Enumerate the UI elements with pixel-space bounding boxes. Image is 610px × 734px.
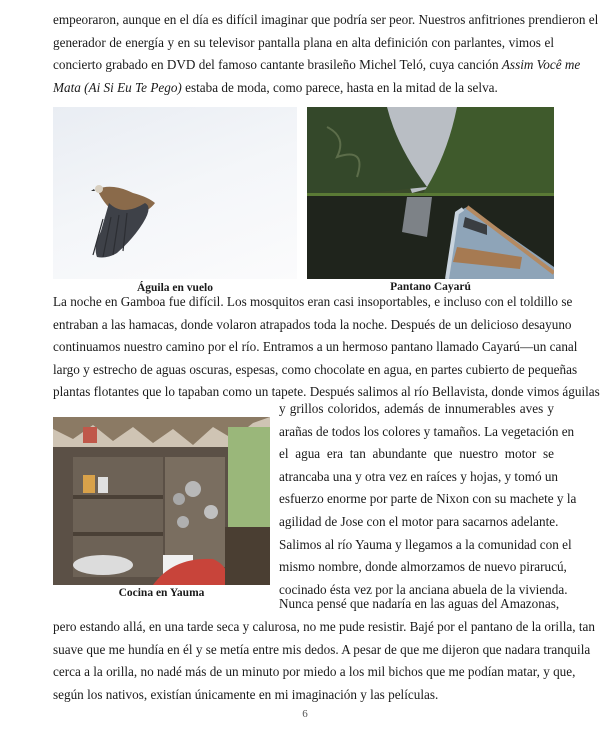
text-segment: estaba de moda, como parece, hasta en la mitad de la selva. — [181, 79, 498, 95]
text-line: suave que me hundía en él y se metía entre mis dedos. A pesar de que me dijeron que nadara tranquila — [53, 641, 591, 657]
text-line: Salimos al río Yauma y llegamos a la comunidad con el — [279, 536, 572, 552]
figure-caption: Pantano Cayarú — [390, 281, 471, 293]
text-line: esfuerzo enorme por parte de Nixon con su machete y la — [279, 491, 577, 507]
text-line: pero estando allá, en una tarde seca y calurosa, no me pude resistir. Bajé por el pantano de la orilla, tan — [53, 619, 595, 634]
song-title: Mata (Ai Si Eu Te Pego) — [53, 79, 182, 95]
text-line: largo y estrecho de aguas oscuras, espesas, como chocolate en agua, en partes cubierto de pequeñas — [53, 361, 578, 377]
text-line: cerca a la orilla, no nadé más de un minuto por miedo a los mil bichos que me podían matar, y que, — [53, 664, 576, 680]
figure-caption: Cocina en Yauma — [118, 587, 205, 599]
text-line — [53, 77, 554, 100]
text-line: según los nativos, existían únicamente en mi imaginación y las películas. — [53, 686, 439, 702]
paragraph-gamboa — [53, 291, 600, 404]
text-line: mismo nombre, donde almorzamos de nuevo pirarucú, — [279, 559, 567, 575]
page-number: 6 — [302, 708, 308, 720]
kitchen-photo-icon — [53, 417, 270, 585]
text-line: entraban a las hamacas, donde volaron atrapados toda la noche. Después de un delicioso desayuno — [53, 316, 572, 332]
text-line: continuamos nuestro camino por el río. Entramos a un hermoso pantano llamado Cayarú—un canal — [53, 339, 578, 355]
text-line: agilidad de Jose con el motor para sacarnos adelante. — [279, 513, 559, 529]
text-line: cocinado ésta vez por la anciana abuela de la vivienda. — [279, 581, 568, 597]
paragraph-amazon-swim-start — [279, 593, 560, 616]
paragraph-intro — [53, 9, 599, 99]
figure-caption: Águila en vuelo — [136, 282, 214, 294]
song-title: Assim Você me — [501, 57, 581, 73]
text-line: generador de energía y en su televisor pantalla plana en alta definición con parlantes, vimos el — [53, 34, 554, 50]
eagle-icon — [91, 185, 155, 258]
swamp-canoe-photo-icon — [307, 107, 554, 279]
text-line: plantas flotantes que lo tapaban como un tapete. Después salimos al río Bellavista, donde vimos águilas — [53, 384, 600, 400]
text-line: y grillos coloridos, además de innumerables aves y — [279, 401, 554, 416]
eagle-photo-icon — [53, 107, 297, 279]
text-line: arañas de todos los colores y tamaños. La vegetación en — [279, 423, 575, 439]
paragraph-bellavista-continued — [279, 398, 577, 601]
text-line — [53, 54, 581, 77]
text-segment: concierto grabado en DVD del famoso cantante brasileño Michel Teló, cuya canción — [53, 57, 502, 73]
text-line: empeoraron, aunque en el día es difícil imaginar que podría ser peor. Nuestros anfitriones prendieron el — [53, 12, 599, 27]
text-line: Nunca pensé que nadaría en las aguas del Amazonas, — [279, 596, 560, 611]
text-line: el agua era tan abundante que nuestro motor se — [279, 446, 554, 462]
paragraph-amazon-swim — [53, 616, 595, 706]
text-line: atrancaba una y otra vez en raíces y hojas, y tomó un — [279, 468, 559, 484]
text-line: La noche en Gamboa fue difícil. Los mosquitos eran casi insoportables, e incluso con el toldillo se — [53, 294, 573, 309]
